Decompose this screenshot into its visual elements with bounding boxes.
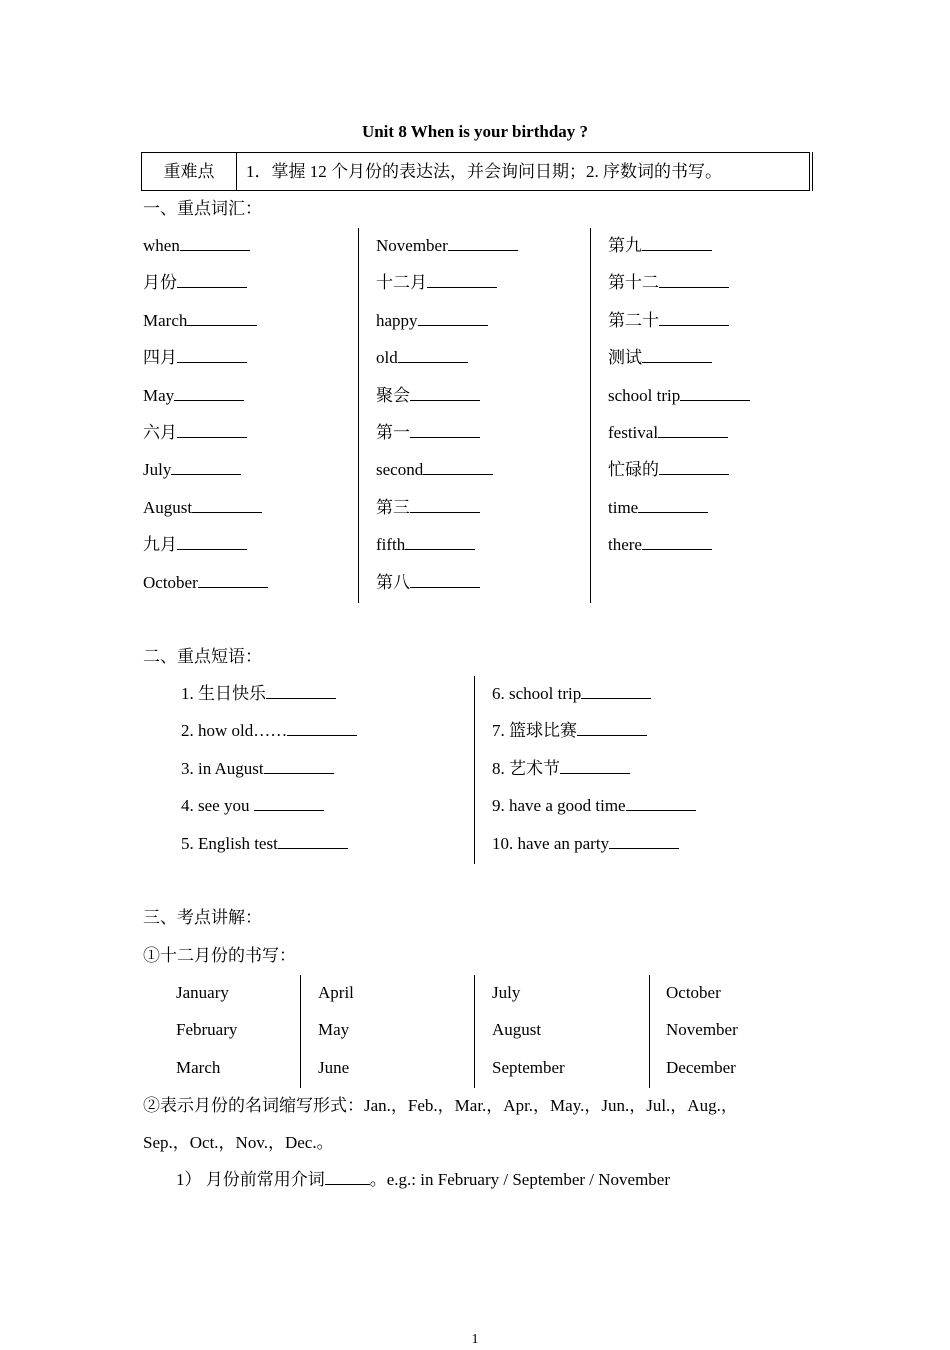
answer-blank[interactable] [198,573,268,588]
answer-blank[interactable] [177,348,247,363]
vocab-item-text: 第二十 [608,310,659,330]
answer-blank[interactable] [642,535,712,550]
key-points-table [141,152,810,191]
phrase-item-text: 4. see you [181,796,254,816]
vocab-item-text: 忙碌的 [608,460,659,480]
phrase-item [492,684,651,704]
answer-blank[interactable] [418,311,488,326]
month-name [176,1020,237,1040]
phrase-item [181,834,348,854]
vocab-item [376,273,497,293]
section2-heading: 二、重点短语： [143,647,262,666]
phrase-item-text: 5. English test [181,833,278,853]
note1 [176,1170,670,1190]
vocab-item-text: July [143,460,172,480]
vocab-item-text: 第九 [608,236,642,255]
vocab-item-text: November [376,236,448,255]
answer-blank[interactable] [171,460,241,475]
phrase-item [181,721,357,741]
vocab-item-text: March [143,310,188,330]
answer-blank[interactable] [278,834,348,849]
answer-blank[interactable] [325,1170,370,1185]
answer-blank[interactable] [254,796,324,811]
months-divider-3 [649,975,650,1088]
phrase-item [181,684,336,704]
answer-blank[interactable] [577,721,647,736]
month-name [176,1058,220,1078]
vocab-item [143,311,257,331]
month-name [666,1020,738,1040]
vocab-item-text: 测试 [608,348,642,368]
vocab-item [143,423,247,443]
phrase-item [181,759,334,779]
vocab-item-text: October [143,572,198,592]
answer-blank[interactable] [192,498,262,513]
section1-heading: 一、重点词汇： [143,199,262,218]
answer-blank[interactable] [287,721,357,736]
section3-heading: 三、考点讲解： [143,908,262,927]
answer-blank[interactable] [405,535,475,550]
vocab-item [608,460,729,480]
answer-blank[interactable] [581,684,651,699]
answer-blank[interactable] [680,386,750,401]
month-name-text: May [318,1020,350,1040]
vocab-item-text: 月份 [143,273,177,293]
vocab-item [143,498,262,518]
answer-blank[interactable] [626,796,696,811]
vocab-item-text: time [608,497,639,517]
phrase-item [492,796,696,816]
vocab-item [376,311,488,331]
page-title: Unit 8 When is your birthday ? [361,122,589,141]
month-name [666,983,721,1003]
answer-blank[interactable] [423,460,493,475]
answer-blank[interactable] [174,386,244,401]
vocab-item [143,348,247,368]
phrase-item [492,721,647,741]
vocab-item [376,236,518,256]
answer-blank[interactable] [410,573,480,588]
phrase-item-text: 3. in August [181,758,264,778]
answer-blank[interactable] [410,386,480,401]
months-divider-2 [474,975,475,1088]
month-name-text: March [176,1057,221,1077]
vocab-item-text: fifth [376,535,406,555]
answer-blank[interactable] [642,348,712,363]
vocab-item-text: festival [608,423,659,442]
month-name-text: December [666,1057,736,1077]
month-name-text: July [492,983,521,1002]
vocab-item [608,236,712,256]
vocab-item-text: there [608,535,642,555]
vocab-item [376,460,493,480]
phrase-item-text: 7. 篮球比赛 [492,721,577,741]
vocab-item [376,423,480,443]
answer-blank[interactable] [427,273,497,288]
phrase-item-text: 10. have an party [492,833,610,853]
month-name-text: June [318,1057,350,1077]
month-name [492,1020,541,1040]
answer-blank[interactable] [642,236,712,251]
answer-blank[interactable] [180,236,250,251]
key-points-text: 1．掌握 12 个月份的表达法，并会询问日期；2. 序数词的书写。 [246,162,722,181]
page-number: 1 [471,1332,479,1347]
answer-blank[interactable] [266,684,336,699]
phrase-item-text: 1. 生日快乐 [181,684,266,703]
vocab-item [143,236,250,256]
vocab-item [608,311,729,331]
vocab-item [608,273,729,293]
vocab-item [143,460,241,480]
vocab-item-text: 第三 [376,497,410,517]
answer-blank[interactable] [177,273,247,288]
vocab-item [143,273,247,293]
month-name-text: September [492,1057,565,1077]
vocab-item [608,423,728,443]
vocab-item-text: school trip [608,385,681,405]
answer-blank[interactable] [560,759,630,774]
vocab-item-text: 四月 [143,348,177,368]
vocab-item [608,348,712,368]
phrase-item [492,834,679,854]
vocab-divider-2 [590,228,591,603]
phrase-item-text: 8. 艺术节 [492,758,560,778]
vocab-item-text: 第一 [376,423,410,442]
month-name-text: November [666,1020,738,1040]
answer-blank[interactable] [187,311,257,326]
vocab-item [608,498,708,518]
vocab-item-text: 十二月 [376,273,427,293]
month-name-text: October [666,983,721,1002]
vocab-item [608,386,750,406]
answer-blank[interactable] [410,498,480,513]
answer-blank[interactable] [410,423,480,438]
vocab-item-text: 第八 [376,572,410,592]
vocab-item [376,498,480,518]
vocab-item [143,386,244,406]
months-divider-1 [300,975,301,1088]
note1-suffix: 。e.g.: in February / September / November [369,1170,671,1189]
point1-text: ①十二月份的书写： [143,946,296,965]
month-name [318,1058,349,1078]
key-points-label: 重难点 [142,153,237,190]
vocab-item-text: when [143,236,180,255]
vocab-item [143,535,247,555]
vocab-item-text: happy [376,310,418,330]
note1-prefix: 1） 月份前常用介词 [176,1170,325,1189]
vocab-item-text: August [143,497,193,517]
vocab-item-text: 九月 [143,535,177,555]
vocab-divider-1 [358,228,359,603]
point2-line1: ②表示月份的名词缩写形式：Jan.，Feb.，Mar.，Apr.，May.，Jun.，Jul.，Aug.， [143,1096,738,1115]
vocab-item-text: second [376,460,424,480]
phrase-item [492,759,630,779]
answer-blank[interactable] [609,834,679,849]
point2-line2: Sep.，Oct.，Nov.，Dec.。 [143,1133,334,1152]
month-name-text: January [176,983,229,1002]
vocab-item-text: 第十二 [608,273,659,293]
phrase-item-text: 9. have a good time [492,796,626,816]
phrase-divider [474,676,475,864]
phrase-item-text: 2. how old…… [181,721,288,741]
month-name [318,1020,349,1040]
answer-blank[interactable] [658,423,728,438]
vocab-item [143,573,268,593]
answer-blank[interactable] [448,236,518,251]
phrase-item-text: 6. school trip [492,684,582,703]
month-name [492,983,520,1003]
vocab-item-text: 六月 [143,423,177,442]
month-name [492,1058,565,1078]
vocab-item-text: 聚会 [376,385,410,405]
month-name [318,983,354,1003]
vocab-item [376,535,475,555]
answer-blank[interactable] [264,759,334,774]
answer-blank[interactable] [659,273,729,288]
phrase-item [181,796,324,816]
month-name-text: August [492,1020,542,1040]
answer-blank[interactable] [177,535,247,550]
answer-blank[interactable] [638,498,708,513]
answer-blank[interactable] [659,311,729,326]
vocab-item-text: May [143,385,175,405]
month-name [176,983,229,1003]
month-name-text: April [318,983,354,1002]
answer-blank[interactable] [659,460,729,475]
month-name-text: February [176,1020,238,1040]
vocab-item [376,386,480,406]
month-name [666,1058,736,1078]
vocab-item [376,573,480,593]
vocab-item-text: old [376,348,398,368]
answer-blank[interactable] [398,348,468,363]
vocab-item [608,535,712,555]
vocab-item [376,348,468,368]
answer-blank[interactable] [177,423,247,438]
